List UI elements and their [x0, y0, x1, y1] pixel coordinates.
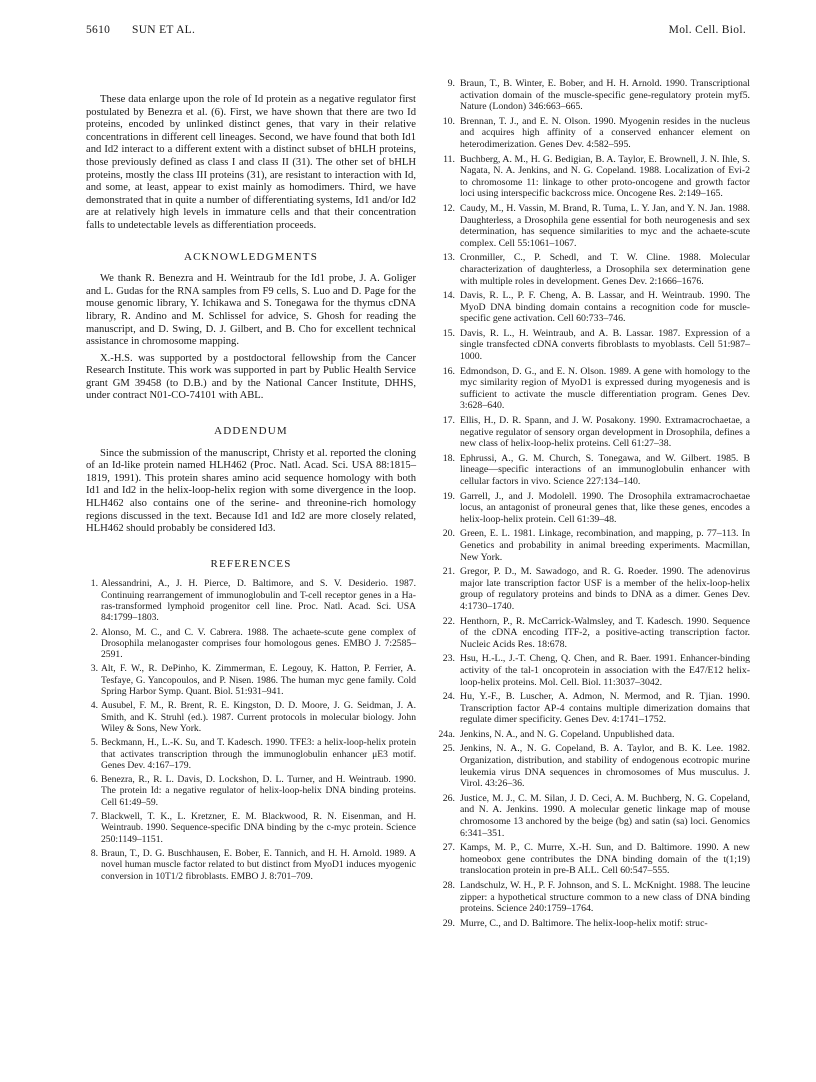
reference-number: 13. — [442, 252, 455, 264]
reference-text: Cronmiller, C., P. Schedl, and T. W. Cline. 1988. Molecular characterization of daughterless, a Drosophila sex determination gene with multiple roles in development. Genes Dev. 2:1666–1676. — [460, 252, 750, 287]
reference-item — [438, 691, 750, 726]
reference-number: 27. — [442, 842, 455, 854]
reference-item — [438, 116, 750, 151]
reference-item — [438, 366, 750, 412]
reference-text: Hu, Y.-F., B. Luscher, A. Admon, N. Mermod, and R. Tjian. 1990. Transcription factor AP-4 contains multiple dimerization domains that regulate dimer specificity. Genes Dev. 4:1741–1752. — [460, 691, 750, 726]
reference-number: 10. — [442, 115, 455, 127]
reference-item — [86, 737, 416, 771]
reference-number: 19. — [442, 490, 455, 502]
reference-item — [438, 290, 750, 325]
reference-text: Jenkins, N. A., and N. G. Copeland. Unpublished data. — [460, 728, 675, 740]
reference-item — [86, 663, 416, 697]
left-column — [86, 94, 416, 885]
reference-text: Caudy, M., H. Vassin, M. Brand, R. Tuma, L. Y. Jan, and Y. N. Jan. 1988. Daughterless, a Drosophila gene essential for both neurogenesis and sex determination, has sequence similarities to myc and the achaete-scute complex. Cell 55:1061–1067. — [460, 202, 750, 249]
reference-text: Alonso, M. C., and C. V. Cabrera. 1988. The achaete-scute gene complex of Drosophila melanogaster comprises four homologous genes. EMBO J. 7:2585–2591. — [101, 626, 416, 661]
journal-name: Mol. Cell. Biol. — [668, 24, 746, 36]
reference-item — [438, 252, 750, 287]
reference-number: 26. — [442, 792, 455, 804]
body-paragraph: These data enlarge upon the role of Id protein as a negative regulator first postulated by Benezra et al. (6). First, we have shown that there are two Id proteins, encoded by unlinked distinct genes, that vary in their relative concentrations in different cell lineages. Second, we have found that both Id1 and Id2 interact to a different extent with a distinct subset of bHLH proteins, those previously defined as class I and class II (31). The other set of bHLH proteins, mostly the class III proteins (31), are resistant to interaction with Id, and some, at least, appear to exist mainly as homodimers. Third, we have demonstrated that in quite a number of differentiating systems, Id1 and/or Id2 are at relatively high levels in immature cells and that their concentration falls to undetectable levels as differentiation proceeds. — [86, 94, 416, 231]
reference-number: 20. — [442, 528, 455, 540]
reference-item — [438, 328, 750, 363]
reference-text: Buchberg, A. M., H. G. Bedigian, B. A. Taylor, E. Brownell, J. N. Ihle, S. Nagata, N. A. Jenkins, and N. G. Copeland. 1988. Localization of Evi-2 to chromosome 11: linkage to other proto-oncogene and growth factor loci using interspecific backcross mice. Oncogene Res. 2:149–165. — [460, 153, 750, 200]
reference-text: Murre, C., and D. Baltimore. The helix-loop-helix motif: struc- — [460, 917, 708, 929]
reference-number: 22. — [442, 615, 455, 627]
reference-number: 24a. — [438, 728, 455, 740]
reference-text: Ephrussi, A., G. M. Church, S. Tonegawa, and W. Gilbert. 1985. B lineage—specific interactions of an immunoglobulin enhancer with cellular factors in vivo. Science 227:134–140. — [460, 452, 750, 487]
reference-number: 25. — [442, 743, 455, 755]
reference-number: 21. — [442, 566, 455, 578]
references-heading: REFERENCES — [210, 557, 292, 570]
reference-number: 3. — [90, 663, 98, 675]
reference-number: 29. — [442, 917, 455, 929]
reference-text: Benezra, R., R. L. Davis, D. Lockshon, D. L. Turner, and H. Weintraub. 1990. The protein Id: a negative regulator of helix-loop-helix DNA binding proteins. Cell 61:49–59. — [101, 774, 416, 808]
reference-text: Alessandrini, A., J. H. Pierce, D. Baltimore, and S. V. Desiderio. 1987. Continuing rearrangement of immunoglobulin and T-cell receptor genes in a Ha-ras-transformed lymphoid progenitor cell line. Proc. Natl. Acad. Sci. USA 84:1799–1803. — [101, 578, 416, 624]
reference-item — [86, 848, 416, 882]
reference-number: 15. — [442, 327, 455, 339]
reference-number: 5. — [90, 737, 98, 749]
reference-text: Edmondson, D. G., and E. N. Olson. 1989. A gene with homology to the myc similarity region of MyoD1 is expressed during myogenesis and is sufficient to activate the muscle differentiation program. Genes Dev. 3:628–640. — [460, 365, 750, 412]
running-authors: SUN ET AL. — [132, 24, 196, 36]
reference-item — [86, 774, 416, 808]
reference-number: 17. — [442, 415, 455, 427]
reference-text: Hsu, H.-L., J.-T. Cheng, Q. Chen, and R. Baer. 1991. Enhancer-binding activity of the tal-1 oncoprotein in association with the E47/E12 helix-loop-helix proteins. Mol. Cell. Biol. 11:3037–3042. — [460, 653, 750, 688]
reference-item — [438, 528, 750, 563]
reference-item — [86, 578, 416, 623]
reference-number: 23. — [442, 653, 455, 665]
page-number: 5610 — [86, 24, 111, 36]
acknowledgments-heading: ACKNOWLEDGMENTS — [183, 250, 319, 263]
reference-text: Justice, M. J., C. M. Silan, J. D. Ceci, A. M. Buchberg, N. G. Copeland, and N. A. Jenkins. 1990. A molecular genetic linkage map of mouse chromosome 13 anchored by the beige (bg) and satin (sa) loci. Genomics 6:341–351. — [460, 792, 750, 839]
reference-number: 7. — [90, 811, 98, 823]
reference-item — [438, 918, 750, 930]
reference-number: 6. — [90, 774, 98, 786]
reference-text: Ellis, H., D. R. Spann, and J. W. Posakony. 1990. Extramacrochaetae, a negative regulator of sensory organ development in Drosophila, defines a new class of helix-loop-helix proteins. Cell 61:27–38. — [460, 415, 750, 450]
reference-item — [438, 729, 750, 741]
reference-item — [438, 78, 750, 113]
acknowledgments-paragraph: We thank R. Benezra and H. Weintraub for the Id1 probe, J. A. Goliger and L. Gudas for the RNA samples from F9 cells, S. Luo and D. Page for the mouse genomic library, Y. Ichikawa and S. Tonegawa for the thymus cDNA library, R. Andino and M. Schlissel for advice, S. Ghosh for reading the manuscript, and D. Swing, D. J. Gilbert, and B. Cho for excellent technical assistance in chromosome mapping. — [86, 273, 416, 348]
reference-number: 18. — [442, 452, 455, 464]
reference-item — [86, 700, 416, 734]
reference-number: 11. — [443, 153, 455, 165]
right-column — [438, 78, 750, 932]
reference-text: Kamps, M. P., C. Murre, X.-H. Sun, and D. Baltimore. 1990. A new homeobox gene contributes the DNA binding domain of the t(1;19) translocation protein in pre-B ALL. Cell 60:547–555. — [460, 842, 750, 877]
reference-item — [438, 566, 750, 612]
reference-list-left — [86, 578, 416, 881]
reference-number: 12. — [442, 202, 455, 214]
reference-text: Blackwell, T. K., L. Kretzner, E. M. Blackwood, R. N. Eisenman, and H. Weintraub. 1990. Sequence-specific DNA binding by the c-myc protein. Science 250:1149–1151. — [101, 811, 416, 845]
reference-text: Garrell, J., and J. Modolell. 1990. The Drosophila extramacrochaetae locus, an antagonist of proneural genes that, like these genes, encodes a helix-loop-helix protein. Cell 61:39–48. — [460, 490, 750, 525]
reference-text: Landschulz, W. H., P. F. Johnson, and S. L. McKnight. 1988. The leucine zipper: a hypothetical structure common to a new class of DNA binding proteins. Science 240:1759–1764. — [460, 880, 750, 915]
reference-number: 4. — [90, 700, 98, 712]
reference-item — [438, 743, 750, 789]
addendum-heading: ADDENDUM — [214, 425, 288, 438]
reference-text: Jenkins, N. A., N. G. Copeland, B. A. Taylor, and B. K. Lee. 1982. Organization, distribution, and stability of endogenous ecotropic murine leukemia virus DNA sequences in chromosomes of Mus musculus. J. Virol. 43:26–36. — [460, 743, 750, 790]
reference-item — [86, 627, 416, 661]
reference-text: Davis, R. L., H. Weintraub, and A. B. Lassar. 1987. Expression of a single transfected cDNA converts fibroblasts to myoblasts. Cell 51:987–1000. — [460, 327, 750, 363]
reference-text: Braun, T., B. Winter, E. Bober, and H. H. Arnold. 1990. Transcriptional activation domain of the muscle-specific gene-regulatory protein myf5. Nature (London) 346:663–665. — [460, 78, 750, 113]
reference-item — [438, 491, 750, 526]
reference-number: 2. — [90, 626, 98, 638]
reference-number: 28. — [442, 880, 455, 891]
reference-text: Green, E. L. 1981. Linkage, recombination, and mapping, p. 77–113. In Genetics and probability in animal breeding experiments. Macmillan, New York. — [460, 528, 750, 563]
reference-item — [438, 880, 750, 915]
reference-text: Henthorn, P., R. McCarrick-Walmsley, and T. Kadesch. 1990. Sequence of the cDNA encoding ITF-2, a positive-acting transcription factor. Nucleic Acids Res. 18:678. — [460, 615, 750, 650]
reference-number: 24. — [442, 691, 455, 703]
reference-item — [438, 453, 750, 488]
reference-number: 9. — [447, 78, 455, 89]
reference-item — [438, 616, 750, 651]
reference-item — [438, 415, 750, 450]
reference-number: 14. — [442, 290, 455, 302]
reference-item — [438, 154, 750, 200]
reference-number: 1. — [90, 578, 98, 590]
reference-item — [438, 653, 750, 688]
running-header — [86, 24, 746, 40]
reference-item — [86, 811, 416, 845]
reference-list-right — [438, 78, 750, 929]
reference-number: 16. — [442, 365, 455, 377]
reference-text: Ausubel, F. M., R. Brent, R. E. Kingston, D. D. Moore, J. G. Seidman, J. A. Smith, and K. Struhl (ed.). 1987. Current protocols in molecular biology. John Wiley & Sons, New York. — [101, 700, 416, 734]
reference-text: Beckmann, H., L.-K. Su, and T. Kadesch. 1990. TFE3: a helix-loop-helix protein that activates transcription through the immunoglobulin enhancer μE3 motif. Genes Dev. 4:167–179. — [101, 737, 416, 771]
reference-item — [438, 793, 750, 839]
reference-text: Braun, T., D. G. Buschhausen, E. Bober, E. Tannich, and H. H. Arnold. 1989. A novel human muscle factor related to but distinct from MyoD1 induces myogenic conversion in 10T1/2 fibroblasts. EMBO J. 8:701–709. — [101, 847, 416, 882]
reference-item — [438, 842, 750, 877]
reference-text: Davis, R. L., P. F. Cheng, A. B. Lassar, and H. Weintraub. 1990. The MyoD DNA binding domain contains a recognition code for muscle-specific gene activation. Cell 60:733–746. — [460, 290, 750, 325]
reference-text: Alt, F. W., R. DePinho, K. Zimmerman, E. Legouy, K. Hatton, P. Ferrier, A. Tesfaye, G. Yancopoulos, and P. Nisen. 1986. The human myc gene family. Cold Spring Harbor Symp. Quant. Biol. 51:931–941. — [101, 663, 416, 698]
reference-text: Gregor, P. D., M. Sawadogo, and R. G. Roeder. 1990. The adenovirus major late transcription factor USF is a member of the helix-loop-helix group of regulatory proteins and binds to DNA as a dimer. Genes Dev. 4:1730–1740. — [460, 566, 750, 612]
reference-item — [438, 203, 750, 249]
addendum-paragraph: Since the submission of the manuscript, Christy et al. reported the cloning of an Id-like protein named HLH462 (Proc. Natl. Acad. Sci. USA 88:1815–1819, 1991). This protein shares amino acid sequence homology with both Id1 and Id2 in the helix-loop-helix region with some divergence in the loop. HLH462 also contains one of the serine- and threonine-rich homology regions discussed in the text. Because Id1 and Id2 are more closely related, HLH462 should probably be considered Id3. — [86, 447, 416, 535]
reference-number: 8. — [90, 847, 98, 859]
reference-text: Brennan, T. J., and E. N. Olson. 1990. Myogenin resides in the nucleus and acquires high affinity of a conserved enhancer element on heterodimerization. Genes Dev. 4:582–595. — [460, 115, 750, 150]
funding-paragraph: X.-H.S. was supported by a postdoctoral fellowship from the Cancer Research Institute. This work was supported in part by Public Health Service grant GM 39458 (to D.B.) and by the National Cancer Institute, DHHS, under contract N01-CO-74101 with ABL. — [86, 352, 416, 402]
